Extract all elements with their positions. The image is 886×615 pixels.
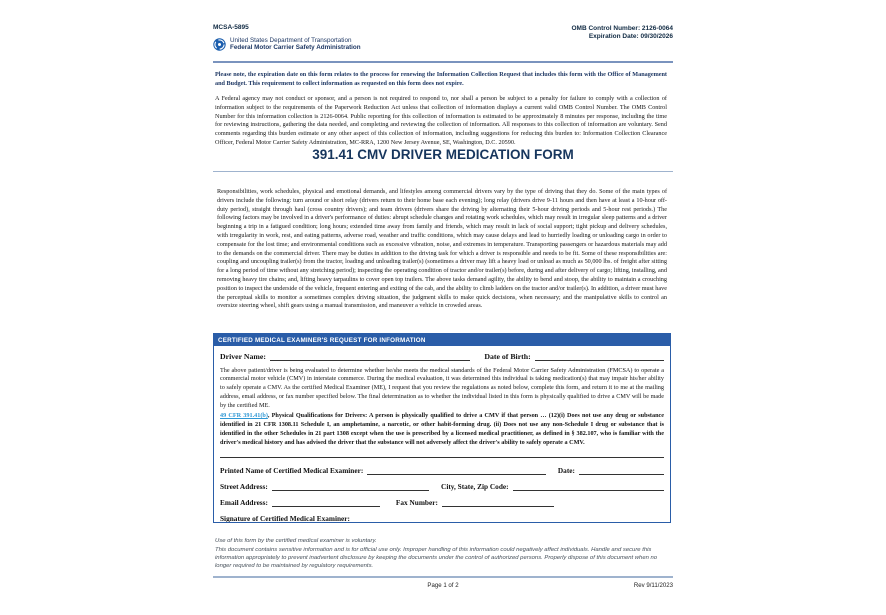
contact-row: [220, 498, 664, 507]
city-state-zip-label: City, State, Zip Code:: [441, 481, 509, 491]
page-title: 391.41 CMV DRIVER MEDICATION FORM: [312, 147, 574, 162]
driver-identity-row: [220, 352, 664, 361]
email-input-line[interactable]: [272, 499, 380, 507]
examiner-request-section: [213, 333, 671, 523]
date-of-birth-label: Date of Birth:: [484, 351, 531, 361]
address-row: [220, 482, 664, 491]
footer-divider: [213, 576, 673, 578]
agency-line2: Federal Motor Carrier Safety Administration: [230, 44, 361, 52]
revision-date: Rev 9/11/2023: [633, 582, 673, 589]
signature-input-line[interactable]: [354, 515, 526, 523]
responsibilities-paragraph: Responsibilities, work schedules, physical and emotional demands, and lifestyles among commercial drivers vary by the type of driving that they do. Some of the main types of drivers include the following: turn around or short relay (drivers return to their home base each evening); long relay (drivers drive 9-11 hours and then have at least a 10-hour off-duty period), straight through haul (cross country drivers); and team drivers (drivers share the driving by alternating their 5-hour driving periods and 5-hour rest periods.) The following factors may be involved in a driver's performance of duties: abrupt schedule changes and rotating work schedules, which may result in irregular sleep patterns and a driver beginning a trip in a fatigued condition; long hours; extended time away from family and friends, which may result in lack of social support; tight pickup and delivery schedules, with irregularity in work, rest, and eating patterns, adverse road, weather and traffic conditions, which may cause delays and lead to hurriedly loading or unloading cargo in order to compensate for the lost time; and environmental conditions such as excessive vibration, noise, and extremes in temperature. Transporting passengers or hazardous materials may add to the demands on the commercial driver. There may be duties in addition to the driving task for which a driver is responsible and needs to be fit. Some of these responsibilities are: coupling and uncoupling trailer(s) from the tractor, loading and unloading trailer(s) (sometimes a driver may lift a heavy load or unload as much as 50,000 lbs. of freight after sitting for a long period of time without any stretching period); inspecting the operating condition of tractor and/or trailer(s) before, during and after delivery of cargo; lifting, installing, and removing heavy tire chains; and, lifting heavy tarpaulins to cover open top trailers. The above tasks demand agility, the ability to bend and stoop, the ability to maintain a crouching position to inspect the underside of the vehicle, frequent entering and exiting of the cab, and the ability to climb ladders on the tractor and/or trailer(s). In addition, a driver must have the perceptual skills to monitor a sometimes complex driving situation, the judgment skills to make quick decisions, when necessary; and the manipulative skills to control an oversize steering wheel, shift gears using a manual transmission, and maneuver a vehicle in crowded areas.: [217, 188, 667, 310]
header-divider: [213, 61, 673, 63]
notes-blank-line[interactable]: [220, 457, 664, 458]
cfr-paragraph: [220, 412, 664, 447]
printed-name-row: [220, 466, 664, 475]
date-of-birth-input-line[interactable]: [535, 353, 664, 361]
expiration-date: Expiration Date: 09/30/2026: [588, 33, 673, 41]
agency-names: [230, 37, 361, 52]
omb-block: [572, 25, 674, 42]
agency-line1: United States Department of Transportation: [230, 37, 352, 44]
date-label: Date:: [557, 465, 575, 475]
expiration-notice: Please note, the expiration date on this form relates to the process for renewing the Information Collection Request that includes this form with the Office of Management and Budget. This requirement to collect information as requested on this form does not expire.: [215, 71, 667, 87]
signature-label: Signature of Certified Medical Examiner:: [220, 513, 350, 523]
cfr-391-41-link[interactable]: 49 CFR 391.41(b): [220, 412, 268, 420]
street-address-label: Street Address:: [220, 481, 268, 491]
printed-name-input-line[interactable]: [367, 467, 546, 475]
fax-input-line[interactable]: [442, 499, 554, 507]
section-header-bar: CERTIFIED MEDICAL EXAMINER'S REQUEST FOR INFORMATION: [214, 334, 670, 346]
driver-name-input-line[interactable]: [270, 353, 470, 361]
email-address-label: Email Address:: [220, 497, 268, 507]
fax-number-label: Fax Number:: [395, 497, 438, 507]
usdot-logo-icon: [213, 38, 226, 51]
omb-control-number: OMB Control Number: 2126-0064: [571, 25, 673, 32]
voluntary-note: Use of this form by the certified medical examiner is voluntary.: [215, 538, 377, 544]
title-divider: [213, 171, 673, 172]
city-state-zip-input-line[interactable]: [513, 483, 664, 491]
street-address-input-line[interactable]: [272, 483, 429, 491]
form-number: MCSA-5895: [213, 24, 249, 31]
agency-header: [213, 37, 361, 52]
pra-paragraph: A Federal agency may not conduct or sponsor, and a person is not required to respond to, nor shall a person be subject to a penalty for failure to comply with a collection of information subject to the requirements of the Paperwork Reduction Act unless that collection of information displays a current valid OMB Control Number. The OMB Control Number for this information collection is 2126-0064. Public reporting for this collection of information is estimated to be approximately 8 minutes per response, including the time for reviewing instructions, gathering the data needed, and completing and reviewing the collection of information. All responses to this collection of information are voluntary. Send comments regarding this burden estimate or any other aspect of this collection of information, including suggestions for reducing this burden to: Information Collection Clearance Officer, Federal Motor Carrier Safety Administration, MC-RRA, 1200 New Jersey Avenue, SE, Washington, D.C. 20590.: [215, 95, 667, 146]
signature-row: [220, 514, 664, 523]
request-paragraph: The above patient/driver is being evaluated to determine whether he/she meets the medical standards of the Federal Motor Carrier Safety Administration (FMCSA) to operate a commercial motor vehicle (CMV) in interstate commerce. During the medical evaluation, it was determined this individual is taking medication(s) that may impair his/her ability to safely operate a CMV. As the certified Medical Examiner (ME), I request that you review the regulations as noted below, complete this form, and return it to me at the mailing address, email address, or fax number specified below. The final determination as to whether the individual listed in this form is physically qualified to drive a CMV will be made by the certified ME.: [220, 366, 664, 409]
sensitive-info-note: This document contains sensitive information and is for official use only. Improper handling of this information could negatively affect individuals. Handle and secure this information appropriately to prevent inadvertent disclosure by keeping the documents under the control of authorized persons. Properly dispose of this document when no longer required to be maintained by regulatory requirements.: [215, 547, 658, 569]
cfr-paragraph-text: , Physical Qualifications for Drivers: A person is physically qualified to drive a CMV if that person … (12)(i) Does not use any drug or substance identified in 21 CFR 1308.11 Schedule I, an amphetamine, a narcotic, or other habit-forming drug. (ii) Does not use any non-Schedule I drug or substance that is identified in the other Schedules in 21 part 1308 except when the use is prescribed by a licensed medical practitioner, as defined in § 382.107, who is familiar with the driver's medical history and has advised the driver that the substance will not adversely affect the driver's ability to safely operate a CMV.: [220, 412, 665, 446]
printed-name-label: Printed Name of Certified Medical Examiner:: [220, 465, 364, 475]
date-input-line[interactable]: [579, 467, 664, 475]
page-number: Page 1 of 2: [427, 582, 459, 589]
driver-name-label: Driver Name:: [220, 351, 266, 361]
